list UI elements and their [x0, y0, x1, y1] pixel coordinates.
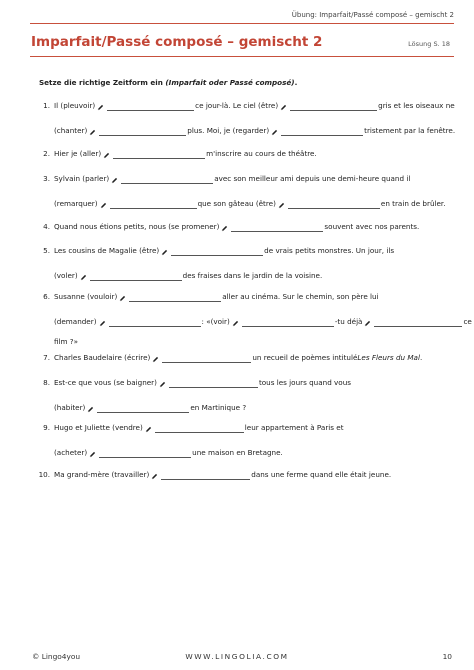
exercise-number: 5.: [43, 246, 50, 255]
page-title: Imparfait/Passé composé – gemischt 2: [31, 34, 323, 50]
prompt-text: souvent avec nos parents.: [324, 222, 420, 231]
prompt-text: avec son meilleur ami depuis une demi-heure quand il: [214, 174, 411, 183]
answer-blank[interactable]: [231, 222, 323, 232]
answer-blank[interactable]: [155, 423, 244, 433]
title-divider: [30, 56, 454, 57]
answer-blank[interactable]: [97, 403, 189, 413]
exercise-3: [36, 174, 446, 209]
exercise-5: [36, 246, 394, 281]
prompt-text: m'inscrire au cours de théâtre.: [206, 149, 317, 158]
answer-blank[interactable]: [290, 101, 377, 111]
solution-reference: Lösung S. 18: [408, 40, 450, 48]
prompt-text: Il (pleuvoir): [54, 101, 96, 110]
prompt-text: (habiter): [54, 403, 86, 412]
answer-blank[interactable]: [99, 126, 186, 136]
exercise-8: [36, 378, 351, 413]
pencil-icon: [89, 451, 96, 458]
prompt-text: (remarquer): [54, 199, 98, 208]
page-number: 10: [442, 652, 452, 661]
answer-blank[interactable]: [171, 246, 263, 256]
prompt-text: (voler): [54, 271, 78, 280]
exercise-number: 8.: [43, 378, 50, 387]
pencil-icon: [99, 320, 106, 327]
pencil-icon: [87, 406, 94, 413]
prompt-text: Est-ce que vous (se baigner): [54, 378, 157, 387]
instruction-text: [39, 78, 297, 87]
answer-blank[interactable]: [129, 292, 221, 302]
exercise-number: 10.: [38, 470, 50, 479]
prompt-text: dans une ferme quand elle était jeune.: [251, 470, 392, 479]
pencil-icon: [89, 129, 96, 136]
prompt-text: Hugo et Juliette (vendre): [54, 423, 143, 432]
prompt-text: (demander): [54, 317, 97, 326]
exercise-line: [36, 111, 455, 136]
exercise-line: [36, 423, 344, 433]
running-title: Übung: Imparfait/Passé composé – gemischt 2: [291, 11, 454, 19]
pencil-icon: [80, 274, 87, 281]
pencil-icon: [119, 295, 126, 302]
prompt-text: plus. Moi, je (regarder): [187, 126, 270, 135]
exercise-6: [36, 292, 472, 347]
prompt-text: ce: [463, 317, 472, 326]
prompt-text: gris et les oiseaux ne: [378, 101, 455, 110]
exercise-number: 1.: [43, 101, 50, 110]
prompt-text: .: [419, 353, 423, 362]
answer-blank[interactable]: [110, 199, 197, 209]
exercise-number: 2.: [43, 149, 50, 158]
pencil-icon: [152, 356, 159, 363]
answer-blank[interactable]: [121, 174, 213, 184]
exercise-10: [36, 470, 391, 480]
exercise-line: [36, 292, 472, 302]
instruction-prefix: Setze die richtige Zeitform ein: [39, 78, 166, 87]
exercise-number: 4.: [43, 222, 50, 231]
pencil-icon: [103, 152, 110, 159]
pencil-icon: [364, 320, 371, 327]
header-divider: [30, 23, 454, 24]
exercise-line: [36, 353, 422, 363]
answer-blank[interactable]: [90, 271, 182, 281]
exercise-line: [36, 256, 394, 281]
answer-blank[interactable]: [374, 317, 462, 327]
answer-blank[interactable]: [113, 149, 205, 159]
exercise-4: [36, 222, 419, 232]
prompt-text: (chanter): [54, 126, 88, 135]
prompt-text: Charles Baudelaire (écrire): [54, 353, 151, 362]
exercise-line: [36, 174, 446, 184]
exercise-line: [36, 388, 351, 413]
answer-blank[interactable]: [281, 126, 363, 136]
prompt-text: aller au cinéma. Sur le chemin, son père lui: [222, 292, 379, 301]
prompt-text: en Martinique ?: [190, 403, 247, 412]
prompt-text: une maison en Bretagne.: [192, 448, 283, 457]
pencil-icon: [221, 225, 228, 232]
answer-blank[interactable]: [162, 353, 251, 363]
prompt-text: tous les jours quand vous: [258, 378, 351, 387]
answer-blank[interactable]: [107, 101, 194, 111]
answer-blank[interactable]: [288, 199, 380, 209]
prompt-text: Susanne (vouloir): [54, 292, 118, 301]
exercise-line: [36, 149, 317, 159]
pencil-icon: [145, 426, 152, 433]
answer-blank[interactable]: [109, 317, 201, 327]
exercise-number: 9.: [43, 423, 50, 432]
prompt-text: : «(voir): [201, 317, 230, 326]
prompt-text: -tu déjà: [334, 317, 363, 326]
exercise-line: [36, 327, 472, 347]
exercise-1: [36, 101, 455, 136]
exercise-2: [36, 149, 317, 159]
exercise-line: [36, 184, 446, 209]
prompt-text: film ?»: [54, 337, 79, 346]
prompt-text: Sylvain (parler): [54, 174, 110, 183]
prompt-text: en train de brûler.: [380, 199, 446, 208]
instruction-suffix: .: [294, 78, 298, 87]
exercise-line: [36, 470, 391, 480]
pencil-icon: [151, 473, 158, 480]
exercise-line: [36, 222, 419, 232]
exercise-line: [36, 433, 344, 458]
pencil-icon: [159, 381, 166, 388]
answer-blank[interactable]: [242, 317, 334, 327]
pencil-icon: [97, 104, 104, 111]
pencil-icon: [100, 202, 107, 209]
prompt-text: de vrais petits monstres. Un jour, ils: [264, 246, 395, 255]
prompt-text: ce jour-là. Le ciel (être): [195, 101, 279, 110]
pencil-icon: [161, 249, 168, 256]
exercise-number: 7.: [43, 353, 50, 362]
exercise-line: [36, 302, 472, 327]
prompt-text: Les cousins de Magalie (être): [54, 246, 160, 255]
pencil-icon: [278, 202, 285, 209]
prompt-text: (acheter): [54, 448, 88, 457]
prompt-text: que son gâteau (être): [197, 199, 276, 208]
book-title: Les Fleurs du Mal: [357, 353, 420, 362]
exercise-number: 6.: [43, 292, 50, 301]
prompt-text: des fraises dans le jardin de la voisine.: [182, 271, 323, 280]
exercise-line: [36, 246, 394, 256]
instruction-emphasis: (Imparfait oder Passé composé): [165, 78, 295, 87]
prompt-text: Ma grand-mère (travailler): [54, 470, 150, 479]
prompt-text: tristement par la fenêtre.: [364, 126, 456, 135]
pencil-icon: [271, 129, 278, 136]
answer-blank[interactable]: [169, 378, 258, 388]
prompt-text: un recueil de poèmes intitulé: [252, 353, 358, 362]
pencil-icon: [232, 320, 239, 327]
exercise-7: [36, 353, 422, 363]
pencil-icon: [111, 177, 118, 184]
prompt-text: leur appartement à Paris et: [244, 423, 344, 432]
prompt-text: Quand nous étions petits, nous (se promener): [54, 222, 220, 231]
answer-blank[interactable]: [161, 470, 250, 480]
prompt-text: Hier je (aller): [54, 149, 102, 158]
copyright-notice: © Lingo4you: [32, 652, 81, 661]
exercise-line: [36, 378, 351, 388]
answer-blank[interactable]: [99, 448, 191, 458]
site-link[interactable]: WWW.LINGOLIA.COM: [185, 652, 289, 661]
exercise-number: 3.: [43, 174, 50, 183]
exercise-line: [36, 101, 455, 111]
exercise-9: [36, 423, 344, 458]
pencil-icon: [280, 104, 287, 111]
